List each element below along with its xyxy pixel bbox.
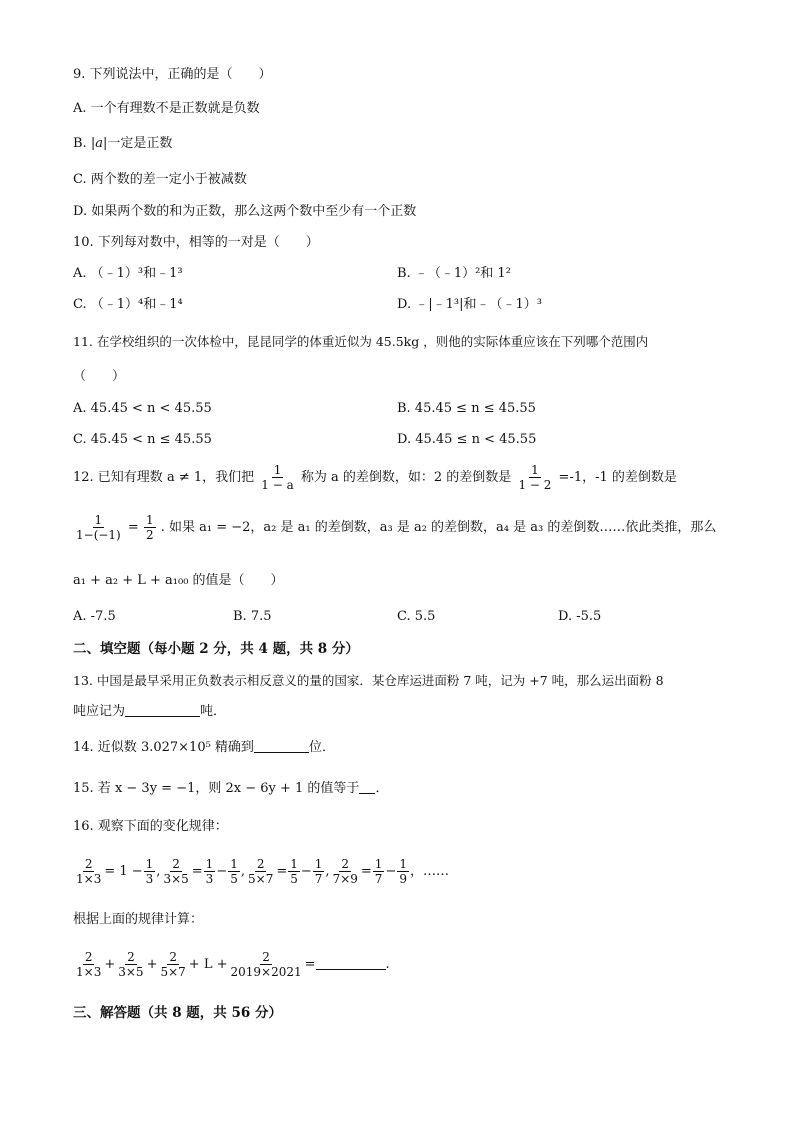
q12-option-c: C. 5.5 [397, 609, 436, 624]
q16-sum-fraction: $\frac{2}{1\times 3}$ [76, 950, 102, 979]
q10-option-a: A. （﹣1）³和﹣1³ [73, 266, 183, 281]
q12-fraction-4: $\frac{1}{2}$ [145, 513, 154, 542]
q11-option-a: A. 45.45 < n < 45.55 [73, 401, 212, 416]
q16-stem: 16. 观察下面的变化规律： [73, 819, 228, 834]
section-2-heading: 二、填空题（每小题 2 分，共 4 题，共 8 分） [73, 641, 359, 657]
q10-option-d: D. ﹣|﹣1³|和﹣（﹣1）³ [397, 297, 542, 312]
q16-pattern-fraction: $\frac{1}{5}$ [230, 857, 238, 886]
q12-line1: 12. 已知有理数 a ≠ 1，我们把 $\frac{1}{1 - a}$ 称为 a 的差倒数，如：2 的差倒数是 $\frac{1}{1 - 2}$ =-1，-1 的差倒数是 [73, 463, 677, 492]
section-3-heading: 三、解答题（共 8 题，共 56 分） [73, 1005, 282, 1021]
q10-option-b: B. ﹣（﹣1）²和 1² [397, 266, 511, 281]
q16-pattern: $\frac{2}{1\times 3}$ = 1 − $\frac{1}{3}$ , $\frac{2}{3\times 5}$ = $\frac{1}{3}$ − $\frac{1}{5}$ , $\frac{2}{5\times 7}$ = $\frac{1}{5}$ − $\frac{1}{7}$ , $\frac{2}{7\times 9}$ = $\frac{1}{7}$ − $\frac{1}{9}$ ，…… [76, 857, 449, 886]
q16-pattern-fraction: $\frac{1}{7}$ [374, 857, 383, 886]
q16-pattern-fraction: $\frac{1}{9}$ [399, 857, 407, 886]
q12-line2: $\frac{1}{1-(-1)}$ = $\frac{1}{2}$ . 如果 a₁ = −2，a₂ 是 a₁ 的差倒数，a₃ 是 a₂ 的差倒数，a₄ 是 a₃ 的差倒数……依此类推，那么 [76, 513, 717, 542]
q9-option-a: A. 一个有理数不是正数就是负数 [73, 101, 260, 116]
q9-stem: 9. 下列说法中，正确的是（ ） [73, 67, 272, 82]
q11-stem: 11. 在学校组织的一次体检中，昆昆同学的体重近似为 45.5kg ，则他的实际体重应该在下列哪个范围内 [73, 334, 649, 349]
q9-option-d: D. 如果两个数的和为正数，那么这两个数中至少有一个正数 [73, 204, 417, 219]
q12-fraction-3: $\frac{1}{1-(-1)}$ [76, 513, 121, 542]
q11-option-b: B. 45.45 ≤ n ≤ 45.55 [397, 401, 536, 416]
q16-pattern-fraction: $\frac{1}{3}$ [145, 857, 154, 886]
q12-option-a: A. -7.5 [73, 609, 116, 624]
q16-answer-blank [316, 956, 386, 970]
q16-pattern-fraction: $\frac{2}{7\times 9}$ [332, 857, 358, 886]
q12-option-d: D. -5.5 [558, 609, 602, 624]
q9-option-c: C. 两个数的差一定小于被减数 [73, 172, 247, 187]
q14: 14. 近似数 3.027×10⁵ 精确到 位． [73, 740, 335, 755]
q16-compute-label: 根据上面的规律计算： [73, 912, 204, 927]
q11-option-c: C. 45.45 < n ≤ 45.55 [73, 432, 212, 447]
q16-sum-fraction: $\frac{2}{2019\times 2021}$ [230, 950, 302, 979]
q13-line1: 13. 中国是最早采用正负数表示相反意义的量的国家．某仓库运进面粉 7 吨，记为 +7 吨，那么运出面粉 8 [73, 673, 664, 688]
q10-option-c: C. （﹣1）⁴和﹣1⁴ [73, 297, 183, 312]
q11-paren: （ ） [73, 369, 126, 384]
q9-option-b: B. |a|一定是正数 [73, 136, 173, 151]
q12-fraction-2: $\frac{1}{1 - 2}$ [518, 463, 552, 492]
q12-line3: a₁ + a₂ + L + a₁₀₀ 的值是（ ） [73, 573, 284, 588]
q15: 15. 若 x − 3y = −1，则 2x − 6y + 1 的值等于 ． [73, 781, 389, 796]
q16-sum-fraction: $\frac{2}{3\times 5}$ [118, 950, 144, 979]
q12-option-b: B. 7.5 [233, 609, 272, 624]
q16-pattern-fraction: $\frac{2}{5\times 7}$ [248, 857, 274, 886]
q16-sum: $\frac{2}{1\times 3}$ + $\frac{2}{3\times 5}$ + $\frac{2}{5\times 7}$ + L + $\frac{2}{2019\times 2021}$ = . [76, 950, 390, 979]
q11-option-d: D. 45.45 ≤ n < 45.55 [397, 432, 537, 447]
q16-pattern-fraction: $\frac{2}{1\times 3}$ [76, 857, 102, 886]
q12-fraction-1: $\frac{1}{1 - a}$ [261, 463, 294, 492]
q13-line2: 吨应记为 吨． [73, 704, 227, 719]
q16-sum-fraction: $\frac{2}{5\times 7}$ [160, 950, 186, 979]
q16-pattern-fraction: $\frac{2}{3\times 5}$ [163, 857, 189, 886]
q16-pattern-fraction: $\frac{1}{3}$ [205, 857, 214, 886]
q16-pattern-fraction: $\frac{1}{7}$ [314, 857, 323, 886]
q10-stem: 10. 下列每对数中，相等的一对是（ ） [73, 235, 319, 250]
q16-pattern-fraction: $\frac{1}{5}$ [290, 857, 298, 886]
